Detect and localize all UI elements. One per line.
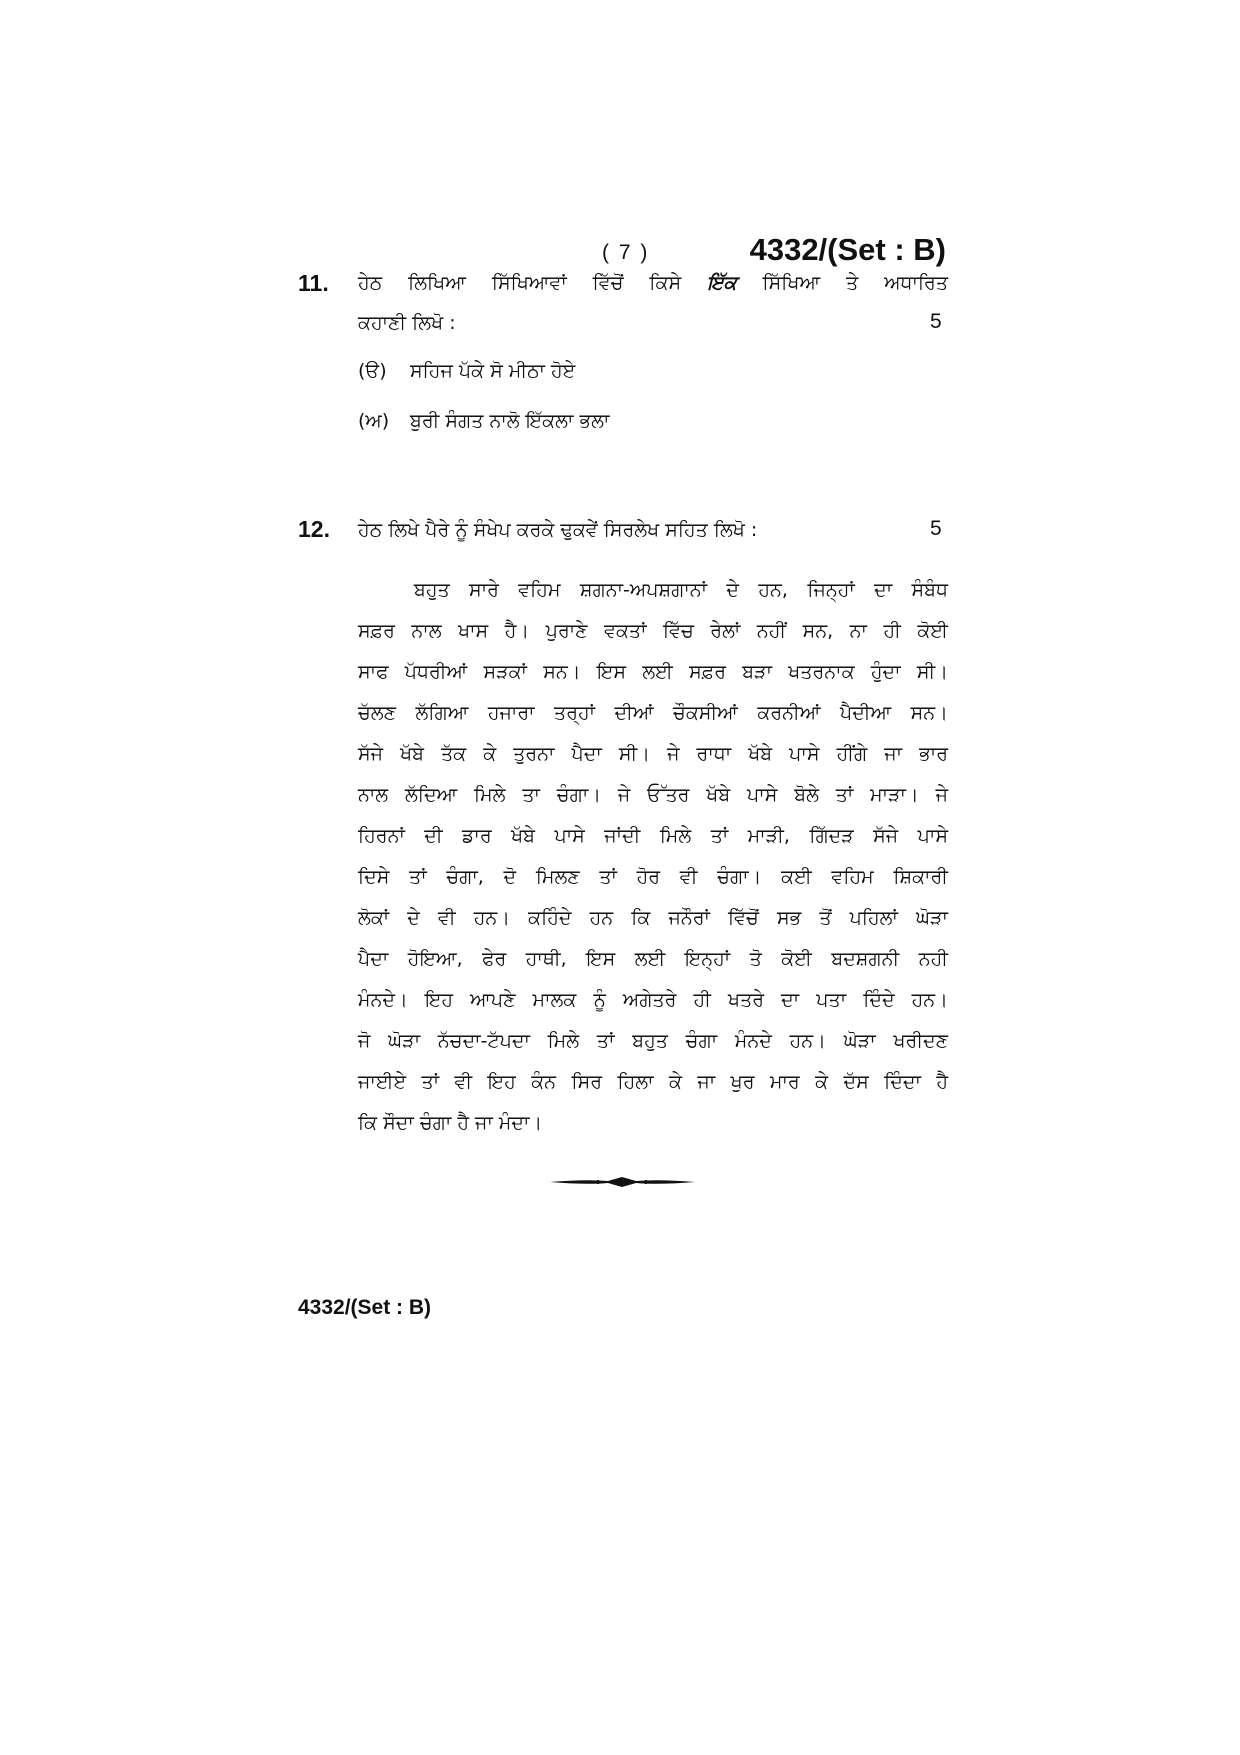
question-11-line-1 (358, 272, 948, 294)
passage-paragraph (358, 570, 948, 1144)
passage-line: ਸਾਫ ਪੱਧਰੀਆਂ ਸੜਕਾਂ ਸਨ। ਇਸ ਲਈ ਸਫ਼ਰ ਬੜਾ ਖਤਰਨਾਕ ਹੁੰਦਾ ਸੀ। (358, 661, 948, 683)
question-11-option-b (358, 410, 609, 432)
question-11-marks: 5 (930, 310, 942, 333)
question-number-11: 11. (298, 270, 329, 296)
passage-line: ਮੰਨਦੇ। ਇਹ ਆਪਣੇ ਮਾਲਕ ਨੂੰ ਅਗੇਤਰੇ ਹੀ ਖਤਰੇ ਦਾ ਪਤਾ ਦਿੰਦੇ ਹਨ। (358, 989, 948, 1011)
passage-line: ਚੱਲਣ ਲੱਗਿਆ ਹਜਾਰਾ ਤਰ੍ਹਾਂ ਦੀਆਂ ਚੌਕਸੀਆਂ ਕਰਨੀਆਂ ਪੈਦੀਆ ਸਨ। (358, 702, 948, 724)
passage-line: ਲੋਕਾਂ ਦੇ ਵੀ ਹਨ। ਕਹਿੰਦੇ ਹਨ ਕਿ ਜਨੌਰਾਂ ਵਿੱਚੋਂ ਸਭ ਤੋਂ ਪਹਿਲਾਂ ਘੋੜਾ (358, 907, 948, 929)
option-label: (ੳ) (358, 360, 387, 382)
page-number: ( 7 ) (602, 241, 650, 264)
question-number-12: 12. (298, 516, 330, 542)
question-11-text-after: ਸਿੱਖਿਆ ਤੇ ਅਧਾਰਿਤ (736, 272, 948, 294)
passage-line: ਜੋ ਘੋੜਾ ਨੱਚਦਾ-ਟੱਪਦਾ ਮਿਲੇ ਤਾਂ ਬਹੁਤ ਚੰਗਾ ਮੰਨਦੇ ਹਨ। ਘੋੜਾ ਖਰੀਦਣ (358, 1030, 948, 1052)
passage-line: ਸਫ਼ਰ ਨਾਲ ਖਾਸ ਹੈ। ਪੁਰਾਣੇ ਵਕਤਾਂ ਵਿੱਚ ਰੇਲਾਂ ਨਹੀਂ ਸਨ, ਨਾ ਹੀ ਕੋਈ (358, 620, 948, 642)
option-label: (ਅ) (358, 410, 390, 432)
question-11-text-before: ਹੇਠ ਲਿਖਿਆ ਸਿੱਖਿਆਵਾਂ ਵਿੱਚੋਂ ਕਿਸੇ (358, 272, 708, 294)
passage-line: ਨਾਲ ਲੱਦਿਆ ਮਿਲੇ ਤਾ ਚੰਗਾ। ਜੇ ਓੱਤਰ ਖੱਬੇ ਪਾਸੇ ਬੋਲੇ ਤਾਂ ਮਾੜਾ। ਜੇ (358, 784, 948, 806)
flourish-divider-icon (550, 1176, 695, 1188)
question-11-line-2: ਕਹਾਣੀ ਲਿਖੋ : (358, 312, 456, 334)
option-text: ਸਹਿਜ ਪੱਕੇ ਸੋ ਮੀਠਾ ਹੋਏ (410, 360, 576, 382)
question-11-emphasis: ਇੱਕ (707, 272, 737, 294)
question-12-marks: 5 (930, 517, 942, 540)
passage-line: ਕਿ ਸੌਦਾ ਚੰਗਾ ਹੈ ਜਾ ਮੰਦਾ। (358, 1112, 543, 1134)
paper-code-header: 4332/(Set : B) (749, 232, 946, 267)
option-text: ਬੁਰੀ ਸੰਗਤ ਨਾਲੋ ਇੱਕਲਾ ਭਲਾ (410, 410, 610, 432)
paper-code-footer: 4332/(Set : B) (298, 1296, 432, 1319)
passage-line: ਦਿਸੇ ਤਾਂ ਚੰਗਾ, ਦੋ ਮਿਲਣ ਤਾਂ ਹੋਰ ਵੀ ਚੰਗਾ। ਕਈ ਵਹਿਮ ਸ਼ਿਕਾਰੀ (358, 866, 948, 888)
question-11-option-a (358, 360, 575, 382)
passage-line: ਜਾਈਏ ਤਾਂ ਵੀ ਇਹ ਕੰਨ ਸਿਰ ਹਿਲਾ ਕੇ ਜਾ ਖੁਰ ਮਾਰ ਕੇ ਦੱਸ ਦਿੰਦਾ ਹੈ (358, 1071, 948, 1093)
passage-line: ਸੱਜੇ ਖੱਬੇ ਤੱਕ ਕੇ ਤੁਰਨਾ ਪੈਦਾ ਸੀ। ਜੇ ਰਾਧਾ ਖੱਬੇ ਪਾਸੇ ਹੀਂਗੇ ਜਾ ਭਾਰ (358, 743, 948, 765)
question-12-line-1: ਹੇਠ ਲਿਖੇ ਪੈਰੇ ਨੂੰ ਸੰਖੇਪ ਕਰਕੇ ਢੁਕਵੇਂ ਸਿਰਲੇਖ ਸਹਿਤ ਲਿਖੋ : (358, 519, 758, 541)
passage-line: ਹਿਰਨਾਂ ਦੀ ਡਾਰ ਖੱਬੇ ਪਾਸੇ ਜਾਂਦੀ ਮਿਲੇ ਤਾਂ ਮਾੜੀ, ਗਿੱਦੜ ਸੱਜੇ ਪਾਸੇ (358, 825, 948, 847)
passage-line: ਬਹੁਤ ਸਾਰੇ ਵਹਿਮ ਸ਼ਗਨਾ-ਅਪਸ਼ਗਾਨਾਂ ਦੇ ਹਨ, ਜਿਨ੍ਹਾਂ ਦਾ ਸੰਬੰਧ (414, 579, 948, 601)
passage-line: ਪੈਦਾ ਹੋਇਆ, ਫੇਰ ਹਾਥੀ, ਇਸ ਲਈ ਇਨ੍ਹਾਂ ਤੋ ਕੋਈ ਬਦਸ਼ਗਨੀ ਨਹੀ (358, 948, 948, 970)
